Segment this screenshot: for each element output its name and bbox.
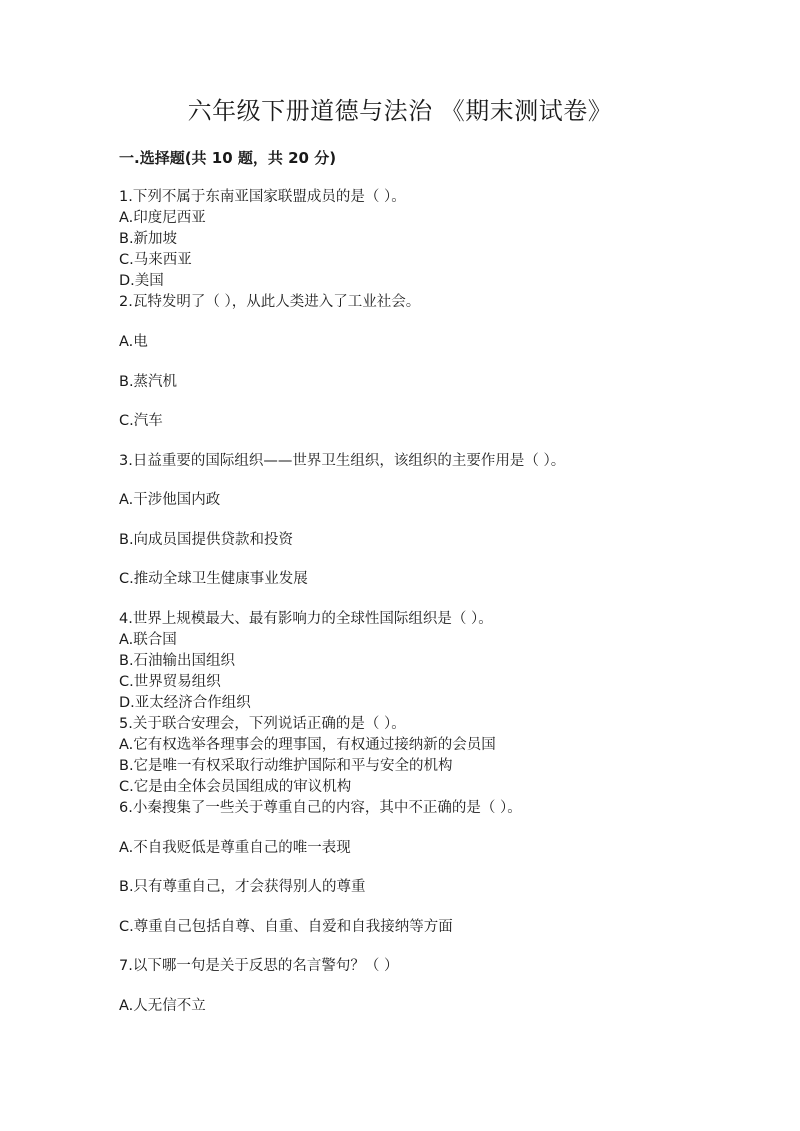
option-5b: B.它是唯一有权采取行动维护国际和平与安全的机构 <box>119 758 453 774</box>
option-4b: B.石油输出国组织 <box>119 653 236 669</box>
option-1a: A.印度尼西亚 <box>119 210 206 226</box>
option-2b: B.蒸汽机 <box>119 374 178 390</box>
option-4d: D.亚太经济合作组织 <box>119 695 251 711</box>
option-7a: A.人无信不立 <box>119 998 206 1014</box>
option-2c: C.汽车 <box>119 413 163 429</box>
option-4a: A.联合国 <box>119 632 177 648</box>
question-7: 7.以下哪一句是关于反思的名言警句？（ ） <box>119 958 399 974</box>
question-4: 4.世界上规模最大、最有影响力的全球性国际组织是（ ）。 <box>119 611 493 627</box>
question-6: 6.小秦搜集了一些关于尊重自己的内容，其中不正确的是（ ）。 <box>119 800 522 816</box>
option-5c: C.它是由全体会员国组成的审议机构 <box>119 779 352 795</box>
question-2: 2.瓦特发明了（ ），从此人类进入了工业社会。 <box>119 294 421 310</box>
option-1d: D.美国 <box>119 273 164 289</box>
option-3b: B.向成员国提供贷款和投资 <box>119 532 294 548</box>
option-2a: A.电 <box>119 334 148 350</box>
question-1: 1.下列不属于东南亚国家联盟成员的是（ ）。 <box>119 189 406 205</box>
option-1c: C.马来西亚 <box>119 252 192 268</box>
option-4c: C.世界贸易组织 <box>119 674 221 690</box>
question-3: 3.日益重要的国际组织——世界卫生组织，该组织的主要作用是（ ）。 <box>119 453 566 469</box>
option-3a: A.干涉他国内政 <box>119 492 221 508</box>
option-5a: A.它有权选举各理事会的理事国，有权通过接纳新的会员国 <box>119 737 496 753</box>
section-heading: 一.选择题(共 10 题，共 20 分) <box>119 149 337 167</box>
question-5: 5.关于联合安理会，下列说话正确的是（ ）。 <box>119 716 406 732</box>
option-6a: A.不自我贬低是尊重自己的唯一表现 <box>119 840 351 856</box>
option-3c: C.推动全球卫生健康事业发展 <box>119 571 308 587</box>
exam-title: 六年级下册道德与法治 《期末测试卷》 <box>187 97 613 125</box>
option-1b: B.新加坡 <box>119 231 178 247</box>
option-6b: B.只有尊重自己，才会获得别人的尊重 <box>119 879 366 895</box>
option-6c: C.尊重自己包括自尊、自重、自爱和自我接纳等方面 <box>119 919 453 935</box>
